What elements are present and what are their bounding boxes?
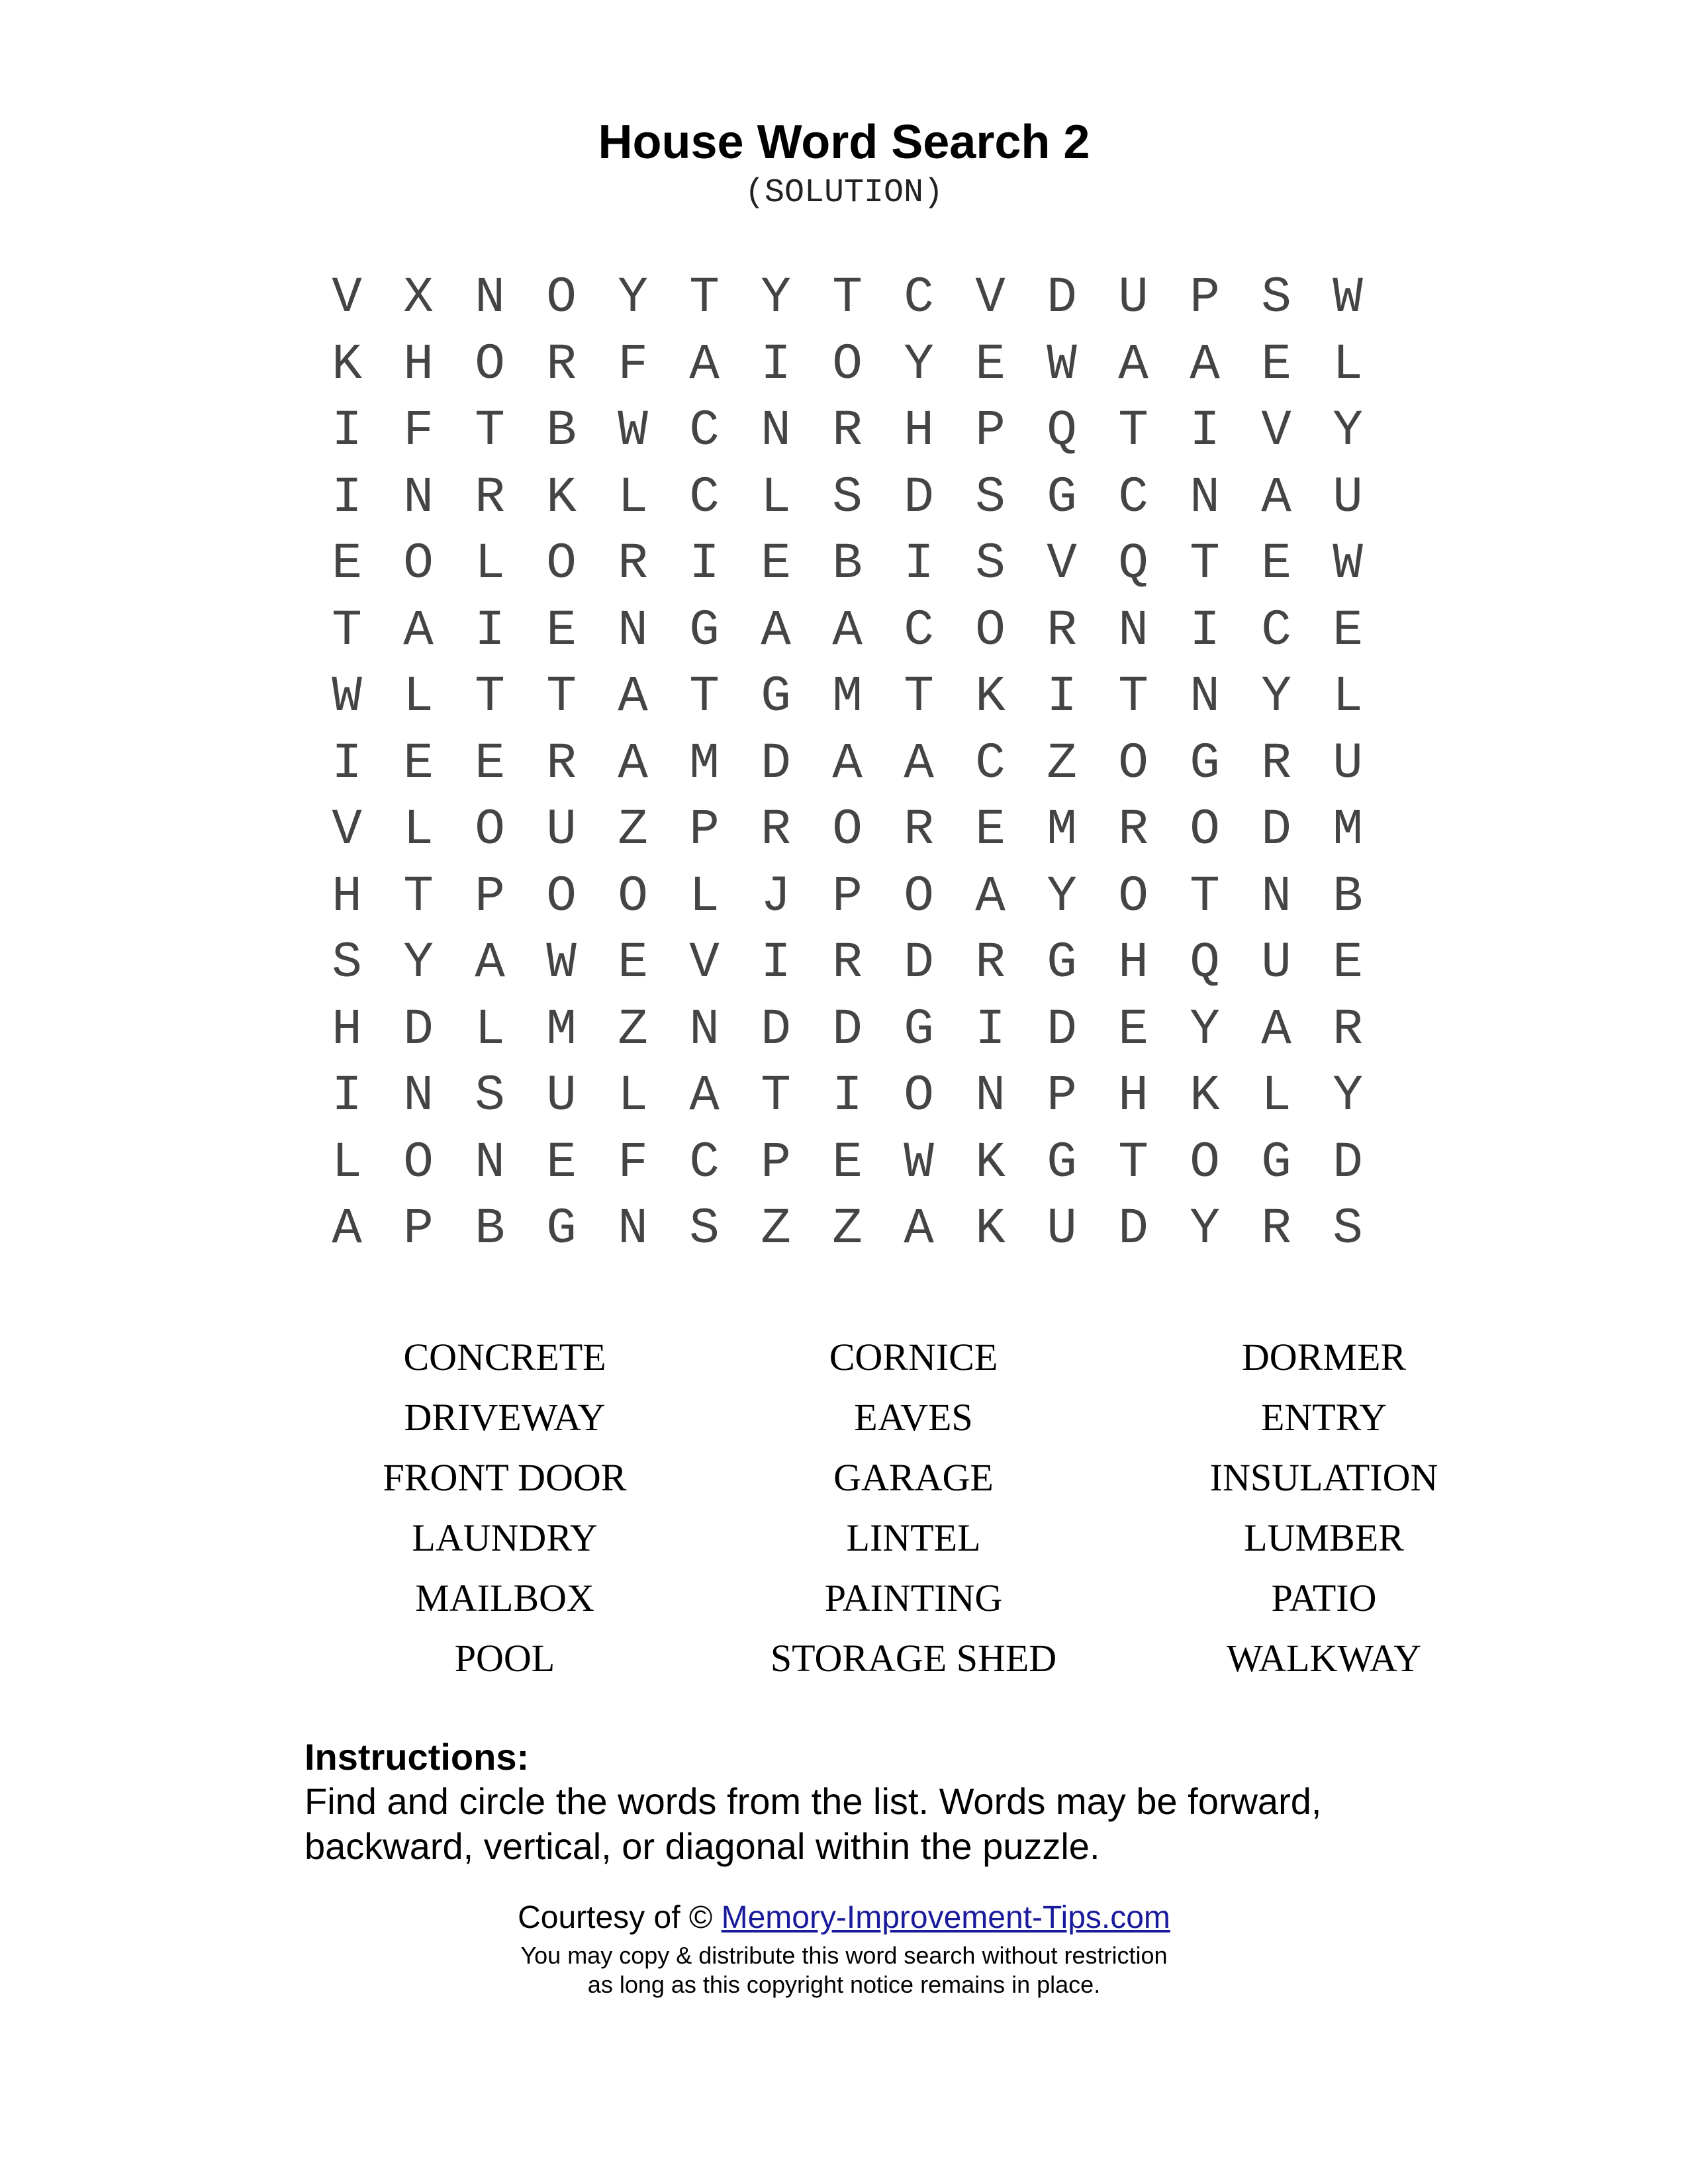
grid-cell[interactable]: R <box>832 402 863 460</box>
grid-cell[interactable]: T <box>546 668 577 726</box>
grid-cell[interactable]: Q <box>1047 402 1077 460</box>
grid-cell[interactable]: R <box>975 934 1006 992</box>
grid-cell[interactable]: U <box>1333 735 1363 792</box>
grid-cell[interactable]: W <box>332 668 362 726</box>
grid-cell[interactable]: T <box>1190 868 1220 925</box>
grid-cell[interactable]: L <box>332 1134 362 1191</box>
grid-cell[interactable]: E <box>618 934 648 992</box>
grid-cell[interactable]: I <box>1190 402 1220 460</box>
grid-cell[interactable]: T <box>1190 535 1220 593</box>
grid-cell[interactable]: S <box>1333 1201 1363 1258</box>
grid-cell[interactable]: G <box>1047 1134 1077 1191</box>
grid-cell[interactable]: Y <box>618 269 648 327</box>
grid-cell[interactable]: L <box>689 868 720 925</box>
grid-cell[interactable]: H <box>332 1001 362 1058</box>
grid-cell[interactable]: E <box>1333 602 1363 659</box>
grid-cell[interactable]: Y <box>1047 868 1077 925</box>
grid-cell[interactable]: N <box>475 1134 505 1191</box>
grid-cell[interactable]: A <box>904 1201 934 1258</box>
grid-cell[interactable]: Q <box>1190 934 1220 992</box>
grid-cell[interactable]: Z <box>761 1201 791 1258</box>
grid-cell[interactable]: L <box>618 1068 648 1125</box>
grid-cell[interactable]: N <box>403 469 434 526</box>
grid-cell[interactable]: Y <box>904 336 934 393</box>
grid-cell[interactable]: P <box>975 402 1006 460</box>
grid-cell[interactable]: T <box>1118 668 1149 726</box>
grid-cell[interactable]: L <box>403 668 434 726</box>
word-list-item: CONCRETE <box>403 1336 606 1379</box>
grid-cell[interactable]: O <box>832 336 863 393</box>
grid-cell[interactable]: D <box>1261 801 1291 859</box>
page-subtitle: (SOLUTION) <box>744 174 944 212</box>
grid-cell[interactable]: M <box>832 668 863 726</box>
grid-cell[interactable]: E <box>975 336 1006 393</box>
grid-cell[interactable]: O <box>1190 801 1220 859</box>
grid-cell[interactable]: B <box>1333 868 1363 925</box>
grid-cell[interactable]: W <box>1333 269 1363 327</box>
grid-cell[interactable]: V <box>1047 535 1077 593</box>
grid-cell[interactable]: A <box>689 336 720 393</box>
grid-cell[interactable]: I <box>332 1068 362 1125</box>
grid-cell[interactable]: C <box>904 602 934 659</box>
grid-cell[interactable]: I <box>332 735 362 792</box>
grid-cell[interactable]: T <box>332 602 362 659</box>
grid-cell[interactable]: N <box>618 1201 648 1258</box>
grid-cell[interactable]: V <box>689 934 720 992</box>
grid-cell[interactable]: A <box>1118 336 1149 393</box>
grid-cell[interactable]: C <box>689 1134 720 1191</box>
puzzle-grid <box>311 265 1383 1263</box>
grid-cell[interactable]: D <box>904 934 934 992</box>
grid-cell[interactable]: O <box>546 535 577 593</box>
grid-cell[interactable]: D <box>1118 1201 1149 1258</box>
grid-cell[interactable]: M <box>546 1001 577 1058</box>
grid-cell[interactable]: G <box>761 668 791 726</box>
grid-cell[interactable]: I <box>475 602 505 659</box>
grid-cell[interactable]: Y <box>1190 1001 1220 1058</box>
grid-cell[interactable]: I <box>332 402 362 460</box>
grid-cell[interactable]: I <box>689 535 720 593</box>
grid-cell[interactable]: D <box>1333 1134 1363 1191</box>
grid-cell[interactable]: N <box>761 402 791 460</box>
instructions-heading: Instructions: <box>305 1736 530 1778</box>
grid-cell[interactable]: P <box>689 801 720 859</box>
grid-cell[interactable]: E <box>1261 535 1291 593</box>
grid-cell[interactable]: T <box>403 868 434 925</box>
grid-cell[interactable]: U <box>1118 269 1149 327</box>
grid-cell[interactable]: T <box>475 668 505 726</box>
grid-cell[interactable]: N <box>475 269 505 327</box>
grid-cell[interactable]: H <box>1118 934 1149 992</box>
grid-cell[interactable]: B <box>546 402 577 460</box>
courtesy-prefix: Courtesy of © <box>518 1900 713 1935</box>
grid-cell[interactable]: K <box>975 1134 1006 1191</box>
grid-cell[interactable]: L <box>761 469 791 526</box>
grid-cell[interactable]: J <box>761 868 791 925</box>
grid-cell[interactable]: G <box>1047 934 1077 992</box>
grid-cell[interactable]: L <box>1333 668 1363 726</box>
page-title: House Word Search 2 <box>598 116 1090 169</box>
grid-cell[interactable]: S <box>689 1201 720 1258</box>
grid-cell[interactable]: W <box>546 934 577 992</box>
grid-cell[interactable]: I <box>832 1068 863 1125</box>
grid-cell[interactable]: A <box>1261 1001 1291 1058</box>
grid-cell[interactable]: G <box>1261 1134 1291 1191</box>
grid-cell[interactable]: A <box>832 735 863 792</box>
grid-cell[interactable]: Z <box>618 1001 648 1058</box>
grid-cell[interactable]: I <box>1190 602 1220 659</box>
grid-cell[interactable]: E <box>546 602 577 659</box>
grid-cell[interactable]: A <box>618 668 648 726</box>
grid-cell[interactable]: K <box>546 469 577 526</box>
grid-cell[interactable]: E <box>403 735 434 792</box>
grid-cell[interactable]: D <box>761 1001 791 1058</box>
grid-cell[interactable]: V <box>332 269 362 327</box>
grid-cell[interactable]: C <box>975 735 1006 792</box>
grid-cell[interactable]: Y <box>1333 402 1363 460</box>
instructions-line: backward, vertical, or diagonal within the puzzle. <box>305 1825 1100 1867</box>
grid-cell[interactable]: W <box>1333 535 1363 593</box>
word-list <box>301 1327 1438 1688</box>
grid-cell[interactable]: K <box>975 668 1006 726</box>
word-list-item: PAINTING <box>824 1576 1003 1619</box>
grid-cell[interactable]: O <box>832 801 863 859</box>
grid-cell[interactable]: N <box>1190 668 1220 726</box>
grid-cell[interactable]: E <box>1261 336 1291 393</box>
grid-cell[interactable]: N <box>403 1068 434 1125</box>
grid-cell[interactable]: I <box>904 535 934 593</box>
grid-cell[interactable]: H <box>1118 1068 1149 1125</box>
word-list-item: WALKWAY <box>1226 1637 1422 1680</box>
word-list-item: MAILBOX <box>415 1576 594 1619</box>
grid-cell[interactable]: A <box>1261 469 1291 526</box>
grid-cell[interactable]: E <box>975 801 1006 859</box>
grid-cell[interactable]: B <box>832 535 863 593</box>
grid-cell[interactable]: R <box>761 801 791 859</box>
grid-cell[interactable]: N <box>1118 602 1149 659</box>
grid-cell[interactable]: S <box>832 469 863 526</box>
grid-cell[interactable]: D <box>1047 269 1077 327</box>
word-list-item: INSULATION <box>1209 1456 1438 1499</box>
grid-cell[interactable]: V <box>975 269 1006 327</box>
word-list-item: STORAGE SHED <box>770 1637 1057 1680</box>
grid-cell[interactable]: G <box>1190 735 1220 792</box>
grid-cell[interactable]: N <box>618 602 648 659</box>
grid-cell[interactable]: T <box>1118 1134 1149 1191</box>
grid-cell[interactable]: I <box>761 934 791 992</box>
courtesy-line <box>0 1898 1688 1938</box>
grid-cell[interactable]: D <box>761 735 791 792</box>
grid-cell[interactable]: K <box>1190 1068 1220 1125</box>
grid-cell[interactable]: U <box>546 1068 577 1125</box>
grid-cell[interactable]: U <box>1047 1201 1077 1258</box>
grid-cell[interactable]: I <box>332 469 362 526</box>
grid-cell[interactable]: D <box>1047 1001 1077 1058</box>
grid-cell[interactable]: P <box>1047 1068 1077 1125</box>
word-list-item: LINTEL <box>846 1516 981 1559</box>
grid-cell[interactable]: P <box>832 868 863 925</box>
grid-cell[interactable]: T <box>904 668 934 726</box>
grid-cell[interactable]: E <box>761 535 791 593</box>
grid-cell[interactable]: R <box>475 469 505 526</box>
grid-cell[interactable]: O <box>475 801 505 859</box>
grid-cell[interactable]: F <box>618 1134 648 1191</box>
grid-cell[interactable]: O <box>975 602 1006 659</box>
grid-cell[interactable]: O <box>618 868 648 925</box>
grid-cell[interactable]: I <box>975 1001 1006 1058</box>
word-list-item: EAVES <box>854 1396 973 1439</box>
grid-cell[interactable]: L <box>1261 1068 1291 1125</box>
grid-cell[interactable]: M <box>1047 801 1077 859</box>
grid-cell[interactable]: L <box>475 535 505 593</box>
copyright-note: You may copy & distribute this word search without restriction <box>520 1942 1168 1969</box>
grid-cell[interactable]: A <box>761 602 791 659</box>
instructions-text <box>305 1779 1417 1869</box>
grid-cell[interactable]: T <box>761 1068 791 1125</box>
grid-cell[interactable]: N <box>975 1068 1006 1125</box>
grid-cell[interactable]: Y <box>761 269 791 327</box>
grid-cell[interactable]: C <box>689 402 720 460</box>
grid-cell[interactable]: E <box>1333 934 1363 992</box>
grid-cell[interactable]: I <box>761 336 791 393</box>
grid-cell[interactable]: A <box>403 602 434 659</box>
grid-cell[interactable]: H <box>332 868 362 925</box>
grid-cell[interactable]: P <box>403 1201 434 1258</box>
grid-cell[interactable]: A <box>475 934 505 992</box>
grid-cell[interactable]: Y <box>1261 668 1291 726</box>
grid-cell[interactable]: S <box>1261 269 1291 327</box>
word-list-item: LAUNDRY <box>412 1516 598 1559</box>
grid-cell[interactable]: E <box>1118 1001 1149 1058</box>
grid-cell[interactable]: E <box>832 1134 863 1191</box>
grid-cell[interactable]: P <box>1190 269 1220 327</box>
grid-cell[interactable]: O <box>1190 1134 1220 1191</box>
grid-cell[interactable]: A <box>618 735 648 792</box>
grid-cell[interactable]: V <box>1261 402 1291 460</box>
grid-cell[interactable]: F <box>403 402 434 460</box>
copyright-note: as long as this copyright notice remains in place. <box>587 1971 1101 1998</box>
grid-cell[interactable]: Y <box>1190 1201 1220 1258</box>
grid-cell[interactable]: R <box>832 934 863 992</box>
grid-cell[interactable]: R <box>1118 801 1149 859</box>
grid-cell[interactable]: L <box>403 801 434 859</box>
grid-cell[interactable]: T <box>475 402 505 460</box>
grid-cell[interactable]: H <box>403 336 434 393</box>
grid-cell[interactable]: D <box>832 1001 863 1058</box>
word-list-item: FRONT DOOR <box>383 1456 627 1499</box>
word-list-item: PATIO <box>1271 1576 1377 1619</box>
grid-cell[interactable]: G <box>689 602 720 659</box>
grid-cell[interactable]: O <box>1118 735 1149 792</box>
grid-cell[interactable]: M <box>1333 801 1363 859</box>
grid-cell[interactable]: O <box>475 336 505 393</box>
word-list-item: LUMBER <box>1244 1516 1404 1559</box>
grid-cell[interactable]: E <box>546 1134 577 1191</box>
grid-cell[interactable]: O <box>1118 868 1149 925</box>
grid-cell[interactable]: Q <box>1118 535 1149 593</box>
grid-cell[interactable]: U <box>1261 934 1291 992</box>
word-list-item: ENTRY <box>1260 1396 1387 1439</box>
grid-cell[interactable]: T <box>689 668 720 726</box>
grid-cell[interactable]: W <box>1047 336 1077 393</box>
grid-cell[interactable]: R <box>546 336 577 393</box>
grid-cell[interactable]: R <box>1261 735 1291 792</box>
grid-cell[interactable]: C <box>1261 602 1291 659</box>
grid-cell[interactable]: R <box>1047 602 1077 659</box>
grid-cell[interactable]: O <box>546 269 577 327</box>
grid-cell[interactable]: A <box>332 1201 362 1258</box>
grid-cell[interactable]: O <box>904 868 934 925</box>
word-list-item: DRIVEWAY <box>404 1396 606 1439</box>
site-link[interactable]: Memory-Improvement-Tips.com <box>721 1900 1170 1935</box>
grid-cell[interactable]: G <box>904 1001 934 1058</box>
grid-cell[interactable]: C <box>689 469 720 526</box>
grid-cell[interactable]: N <box>1190 469 1220 526</box>
grid-cell[interactable]: C <box>904 269 934 327</box>
grid-cell[interactable]: O <box>546 868 577 925</box>
grid-cell[interactable]: F <box>618 336 648 393</box>
grid-cell[interactable]: A <box>1190 336 1220 393</box>
word-list-item: GARAGE <box>833 1456 994 1499</box>
grid-cell[interactable]: E <box>332 535 362 593</box>
grid-cell[interactable]: S <box>975 469 1006 526</box>
grid-cell[interactable]: T <box>1118 402 1149 460</box>
grid-cell[interactable]: V <box>332 801 362 859</box>
grid-cell[interactable]: T <box>832 269 863 327</box>
grid-cell[interactable]: O <box>904 1068 934 1125</box>
word-list-item: POOL <box>454 1637 555 1680</box>
grid-cell[interactable]: U <box>1333 469 1363 526</box>
grid-cell[interactable]: L <box>475 1001 505 1058</box>
grid-cell[interactable]: R <box>618 535 648 593</box>
grid-cell[interactable]: W <box>618 402 648 460</box>
grid-cell[interactable]: Y <box>1333 1068 1363 1125</box>
grid-cell[interactable]: O <box>403 535 434 593</box>
grid-cell[interactable]: X <box>403 269 434 327</box>
grid-cell[interactable]: K <box>975 1201 1006 1258</box>
grid-cell[interactable]: Z <box>618 801 648 859</box>
grid-cell[interactable]: R <box>546 735 577 792</box>
grid-cell[interactable]: Y <box>403 934 434 992</box>
grid-cell[interactable]: O <box>403 1134 434 1191</box>
grid-cell[interactable]: M <box>689 735 720 792</box>
grid-cell[interactable]: C <box>1118 469 1149 526</box>
grid-cell[interactable]: L <box>618 469 648 526</box>
grid-cell[interactable]: A <box>975 868 1006 925</box>
grid-cell[interactable]: H <box>904 402 934 460</box>
grid-cell[interactable]: G <box>546 1201 577 1258</box>
grid-cell[interactable]: I <box>1047 668 1077 726</box>
grid-cell[interactable]: S <box>475 1068 505 1125</box>
grid-cell[interactable]: G <box>1047 469 1077 526</box>
grid-cell[interactable]: S <box>975 535 1006 593</box>
word-list-item: DORMER <box>1241 1336 1407 1379</box>
grid-cell[interactable]: A <box>832 602 863 659</box>
grid-cell[interactable]: A <box>904 735 934 792</box>
grid-cell[interactable]: K <box>332 336 362 393</box>
grid-cell[interactable]: R <box>1261 1201 1291 1258</box>
grid-cell[interactable]: Z <box>1047 735 1077 792</box>
instructions-line: Find and circle the words from the list. Words may be forward, <box>305 1780 1322 1822</box>
grid-cell[interactable]: N <box>1261 868 1291 925</box>
grid-cell[interactable]: S <box>332 934 362 992</box>
grid-cell[interactable]: B <box>475 1201 505 1258</box>
grid-cell[interactable]: N <box>689 1001 720 1058</box>
grid-cell[interactable]: T <box>689 269 720 327</box>
grid-cell[interactable]: A <box>689 1068 720 1125</box>
grid-cell[interactable]: D <box>403 1001 434 1058</box>
grid-cell[interactable]: P <box>761 1134 791 1191</box>
grid-cell[interactable]: W <box>904 1134 934 1191</box>
grid-cell[interactable]: D <box>904 469 934 526</box>
grid-cell[interactable]: P <box>475 868 505 925</box>
grid-cell[interactable]: U <box>546 801 577 859</box>
grid-cell[interactable]: R <box>904 801 934 859</box>
grid-cell[interactable]: E <box>475 735 505 792</box>
word-list-item: CORNICE <box>829 1336 998 1379</box>
grid-cell[interactable]: L <box>1333 336 1363 393</box>
grid-cell[interactable]: R <box>1333 1001 1363 1058</box>
grid-cell[interactable]: Z <box>832 1201 863 1258</box>
